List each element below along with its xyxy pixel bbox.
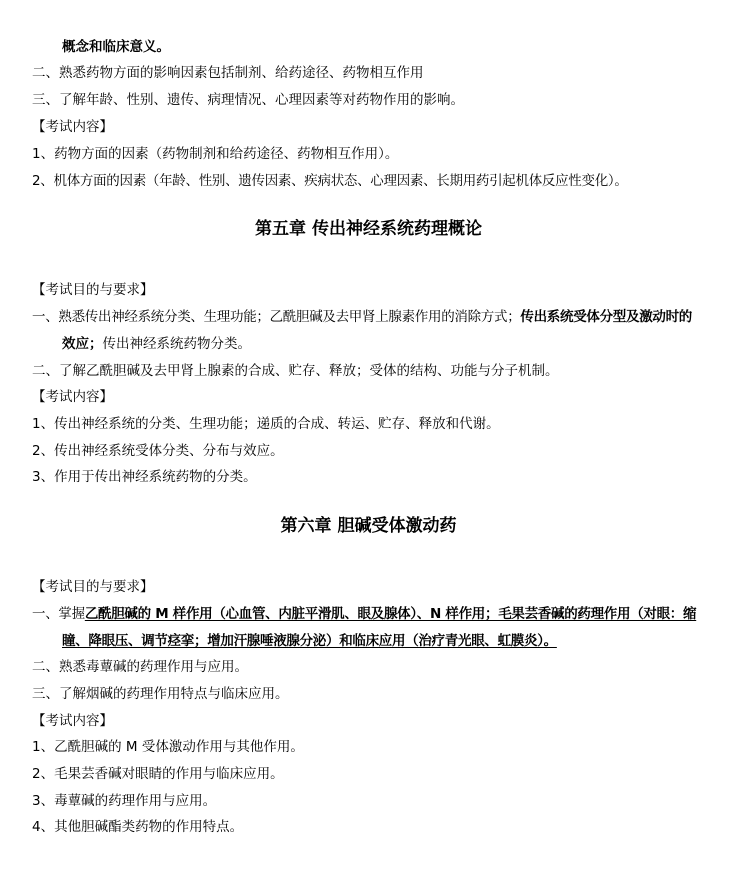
- ch5-goal-2: 二、了解乙酰胆碱及去甲肾上腺素的合成、贮存、释放；受体的结构、功能与分子机制。: [32, 363, 559, 379]
- ch5-goal-1-text-c: 效应；: [62, 336, 103, 352]
- chapter6-title: 第六章 胆碱受体激动药: [280, 516, 457, 536]
- top-line-1: 概念和临床意义。: [62, 39, 170, 55]
- ch6-goal-1-text-b: 乙酰胆碱的 M 样作用（心血管、内脏平滑肌、眼及腺体）、N 样作用；毛果芸香碱的药理作用（对眼：缩: [84, 606, 697, 622]
- ch6-goal-2: 二、熟悉毒蕈碱的药理作用与应用。: [32, 659, 248, 675]
- ch6-content-heading: 【考试内容】: [32, 713, 113, 729]
- ch6-content-3: 3、毒蕈碱的药理作用与应用。: [32, 793, 217, 809]
- ch6-goal-1-text-c: 瞳、降眼压、调节痉挛；增加汗腺唾液腺分泌）和临床应用（治疗青光眼、虹膜炎）。: [62, 633, 557, 649]
- ch6-goal-heading: 【考试目的与要求】: [32, 579, 154, 595]
- top-line-6: 2、机体方面的因素（年龄、性别、遗传因素、疾病状态、心理因素、长期用药引起机体反应性变化）。: [32, 173, 628, 189]
- top-line-2: 二、熟悉药物方面的影响因素包括制剂、给药途径、药物相互作用: [32, 65, 424, 81]
- ch6-content-1: 1、乙酰胆碱的 M 受体激动作用与其他作用。: [32, 739, 304, 755]
- ch5-content-heading: 【考试内容】: [32, 389, 113, 405]
- ch5-content-2: 2、传出神经系统受体分类、分布与效应。: [32, 443, 284, 459]
- ch6-content-4: 4、其他胆碱酯类药物的作用特点。: [32, 819, 244, 835]
- ch6-content-2: 2、毛果芸香碱对眼睛的作用与临床应用。: [32, 766, 284, 782]
- ch5-content-3: 3、作用于传出神经系统药物的分类。: [32, 469, 257, 485]
- ch6-goal-3: 三、了解烟碱的药理作用特点与临床应用。: [32, 686, 289, 702]
- ch6-goal-1-text-a: 一、掌握: [32, 606, 85, 622]
- top-line-4: 【考试内容】: [32, 119, 113, 135]
- top-line-3: 三、了解年龄、性别、遗传、病理情况、心理因素等对药物作用的影响。: [32, 92, 464, 108]
- top-line-5: 1、药物方面的因素（药物制剂和给药途径、药物相互作用）。: [32, 146, 399, 162]
- ch6-goal-1-line-1: [32, 605, 696, 623]
- ch5-goal-heading: 【考试目的与要求】: [32, 282, 154, 298]
- ch6-goal-1-line-2: [62, 632, 557, 650]
- ch5-goal-1-line-2: [62, 335, 251, 353]
- ch5-goal-1-text-d: 传出神经系统药物分类。: [102, 336, 251, 352]
- ch5-goal-1-text-a: 一、熟悉传出神经系统分类、生理功能；乙酰胆碱及去甲肾上腺素作用的消除方式；: [32, 309, 521, 325]
- ch5-goal-1-line-1: [32, 308, 692, 326]
- chapter5-title: 第五章 传出神经系统药理概论: [255, 219, 482, 239]
- ch5-content-1: 1、传出神经系统的分类、生理功能；递质的合成、转运、贮存、释放和代谢。: [32, 416, 500, 432]
- ch5-goal-1-text-b: 传出系统受体分型及激动时的: [520, 309, 693, 325]
